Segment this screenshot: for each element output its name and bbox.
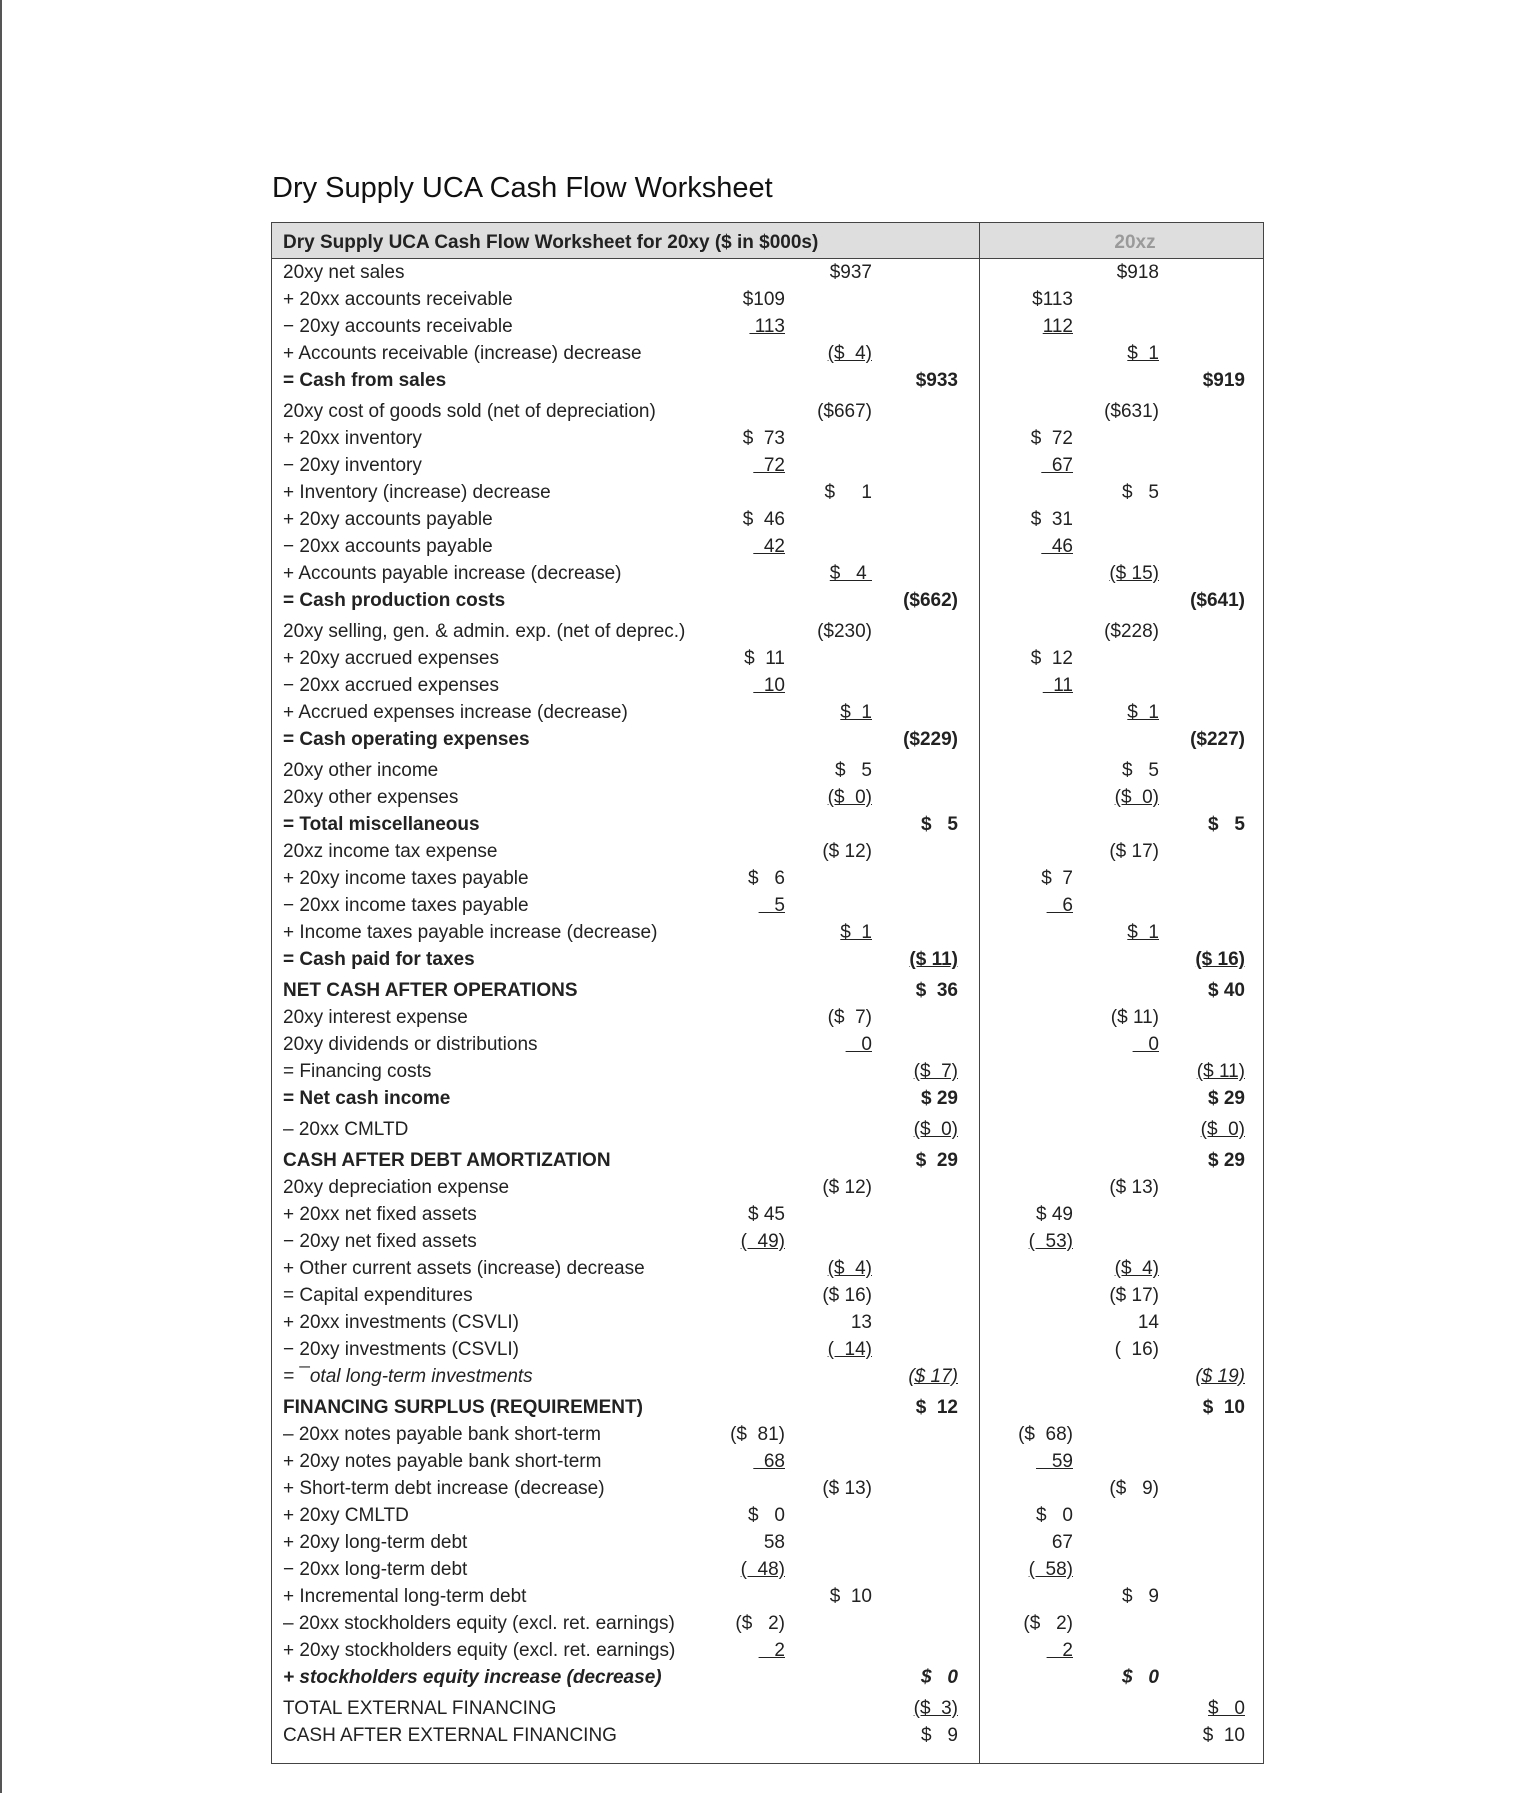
cell-20xy-subtotal: $ 1 bbox=[840, 702, 872, 723]
row-label: − 20xy investments (CSVLI) bbox=[283, 1339, 520, 1360]
table-row bbox=[272, 757, 1263, 784]
row-label: − 20xy accounts receivable bbox=[283, 316, 513, 337]
cell-20xz-subtotal: ( 16) bbox=[1114, 1339, 1159, 1360]
cell-20xz-subtotal: ($ 9) bbox=[1109, 1478, 1159, 1499]
cell-20xz-subtotal: $918 bbox=[1116, 262, 1159, 283]
row-label: TOTAL EXTERNAL FINANCING bbox=[283, 1698, 557, 1719]
cell-20xz-total: ($227) bbox=[1190, 729, 1245, 750]
cell-20xz-subtotal: ($ 13) bbox=[1109, 1177, 1159, 1198]
table-row bbox=[272, 1147, 1263, 1174]
cell-20xz-total: $ 29 bbox=[1208, 1150, 1245, 1171]
cell-20xy-total: ($ 3) bbox=[913, 1698, 958, 1719]
cell-20xy-subtotal: ($ 4) bbox=[827, 1258, 872, 1279]
table-row bbox=[272, 1394, 1263, 1421]
row-label: = ¯otal long-term investments bbox=[283, 1366, 533, 1387]
cell-20xz-detail: ($ 68) bbox=[1018, 1424, 1073, 1445]
row-label: = Net cash income bbox=[283, 1088, 451, 1109]
row-label: + 20xx inventory bbox=[283, 428, 422, 449]
row-label: + 20xy notes payable bank short-term bbox=[283, 1451, 602, 1472]
cell-20xy-total: ($ 17) bbox=[908, 1366, 958, 1387]
row-label: – 20xx CMLTD bbox=[283, 1119, 409, 1140]
cell-20xy-subtotal: 13 bbox=[850, 1312, 872, 1333]
table-row bbox=[272, 892, 1263, 919]
page-title: Dry Supply UCA Cash Flow Worksheet bbox=[272, 172, 773, 204]
cell-20xy-detail: ($ 81) bbox=[730, 1424, 785, 1445]
cell-20xy-total: $933 bbox=[915, 370, 958, 391]
table-row bbox=[272, 1174, 1263, 1201]
cell-20xz-detail: 11 bbox=[1042, 675, 1073, 696]
table-row bbox=[272, 1722, 1263, 1749]
cell-20xy-detail: $ 45 bbox=[748, 1204, 785, 1225]
table-row bbox=[272, 1336, 1263, 1363]
cell-20xz-detail: $ 49 bbox=[1036, 1204, 1073, 1225]
cell-20xy-total: ($662) bbox=[903, 590, 958, 611]
cell-20xy-detail: 72 bbox=[753, 455, 785, 476]
cell-20xy-total: $ 29 bbox=[921, 1088, 958, 1109]
cell-20xz-detail: 59 bbox=[1036, 1451, 1073, 1472]
cell-20xz-total: $ 29 bbox=[1208, 1088, 1245, 1109]
table-row bbox=[272, 367, 1263, 394]
cell-20xz-total: $ 10 bbox=[1202, 1397, 1245, 1418]
table-row bbox=[272, 865, 1263, 892]
table-row bbox=[272, 811, 1263, 838]
table-row bbox=[272, 1116, 1263, 1143]
cell-20xz-detail: 67 bbox=[1051, 1532, 1073, 1553]
cell-20xz-detail: $ 7 bbox=[1041, 868, 1073, 889]
cell-20xy-subtotal: $ 1 bbox=[840, 922, 872, 943]
cell-20xz-subtotal: 0 bbox=[1132, 1034, 1159, 1055]
table-row bbox=[272, 1502, 1263, 1529]
row-label: FINANCING SURPLUS (REQUIREMENT) bbox=[283, 1397, 643, 1418]
row-label: + 20xy stockholders equity (excl. ret. earnings) bbox=[283, 1640, 676, 1661]
table-row bbox=[272, 1610, 1263, 1637]
row-label: 20xy interest expense bbox=[283, 1007, 468, 1028]
cell-20xy-detail: 42 bbox=[753, 536, 785, 557]
cell-20xy-total: $ 12 bbox=[915, 1397, 958, 1418]
cell-20xz-subtotal: 14 bbox=[1137, 1312, 1159, 1333]
table-row bbox=[272, 838, 1263, 865]
row-label: + Inventory (increase) decrease bbox=[283, 482, 551, 503]
cell-20xy-detail: ( 49) bbox=[740, 1231, 785, 1252]
cell-20xy-detail: $ 6 bbox=[748, 868, 785, 889]
table-row bbox=[272, 1255, 1263, 1282]
cell-20xz-detail: 112 bbox=[1042, 316, 1073, 337]
cell-20xy-total: $ 29 bbox=[915, 1150, 958, 1171]
cell-20xy-detail: $109 bbox=[742, 289, 785, 310]
cell-20xy-total: $ 36 bbox=[915, 980, 958, 1001]
table-body bbox=[272, 259, 1263, 1749]
cell-20xy-subtotal: ($ 0) bbox=[827, 787, 872, 808]
row-label: 20xy net sales bbox=[283, 262, 405, 283]
cell-20xy-total: $ 9 bbox=[921, 1725, 958, 1746]
cell-20xz-total: ($ 16) bbox=[1195, 949, 1245, 970]
table-row bbox=[272, 313, 1263, 340]
table-row bbox=[272, 533, 1263, 560]
cell-20xz-subtotal: ($ 17) bbox=[1109, 841, 1159, 862]
row-label: − 20xx income taxes payable bbox=[283, 895, 529, 916]
row-label: + Short-term debt increase (decrease) bbox=[283, 1478, 605, 1499]
table-header bbox=[272, 223, 1263, 259]
cell-20xz-detail: 2 bbox=[1046, 1640, 1073, 1661]
cell-20xz-subtotal: $ 0 bbox=[1122, 1667, 1159, 1688]
cell-20xy-subtotal: 0 bbox=[845, 1034, 872, 1055]
cell-20xz-subtotal: ($631) bbox=[1104, 401, 1159, 422]
cell-20xz-subtotal: ($ 15) bbox=[1109, 563, 1159, 584]
row-label: + Income taxes payable increase (decrease) bbox=[283, 922, 658, 943]
cell-20xz-detail: $ 0 bbox=[1036, 1505, 1073, 1526]
cell-20xy-subtotal: $ 1 bbox=[824, 482, 872, 503]
row-label: = Capital expenditures bbox=[283, 1285, 473, 1306]
cell-20xy-subtotal: ($ 12) bbox=[822, 1177, 872, 1198]
row-label: = Cash from sales bbox=[283, 370, 447, 391]
cell-20xz-detail: $ 72 bbox=[1030, 428, 1073, 449]
row-label: 20xy selling, gen. & admin. exp. (net of deprec.) bbox=[283, 621, 686, 642]
table-row bbox=[272, 699, 1263, 726]
row-label: + Accounts payable increase (decrease) bbox=[283, 563, 622, 584]
cell-20xz-subtotal: $ 5 bbox=[1122, 760, 1159, 781]
cell-20xz-detail: 67 bbox=[1041, 455, 1073, 476]
page-left-edge bbox=[0, 0, 2, 1793]
table-row bbox=[272, 726, 1263, 753]
table-row bbox=[272, 1637, 1263, 1664]
row-label: + 20xy accounts payable bbox=[283, 509, 493, 530]
cell-20xy-subtotal: ($ 12) bbox=[822, 841, 872, 862]
table-row bbox=[272, 398, 1263, 425]
table-row bbox=[272, 1475, 1263, 1502]
row-label: CASH AFTER DEBT AMORTIZATION bbox=[283, 1150, 611, 1171]
table-row bbox=[272, 506, 1263, 533]
table-row bbox=[272, 946, 1263, 973]
row-label: CASH AFTER EXTERNAL FINANCING bbox=[283, 1725, 617, 1746]
cell-20xz-subtotal: ($ 0) bbox=[1114, 787, 1159, 808]
table-row bbox=[272, 1363, 1263, 1390]
cell-20xy-subtotal: ($ 16) bbox=[822, 1285, 872, 1306]
cell-20xy-detail: 2 bbox=[758, 1640, 785, 1661]
table-row bbox=[272, 286, 1263, 313]
cell-20xz-total: ($ 19) bbox=[1195, 1366, 1245, 1387]
cell-20xy-subtotal: $ 10 bbox=[829, 1586, 872, 1607]
row-label: 20xy other expenses bbox=[283, 787, 459, 808]
cell-20xz-total: $ 0 bbox=[1208, 1698, 1245, 1719]
row-label: + 20xx accounts receivable bbox=[283, 289, 513, 310]
table-row bbox=[272, 1583, 1263, 1610]
cell-20xz-subtotal: $ 5 bbox=[1122, 482, 1159, 503]
cell-20xz-subtotal: ($ 4) bbox=[1114, 1258, 1159, 1279]
cell-20xz-subtotal: ($ 17) bbox=[1109, 1285, 1159, 1306]
row-label: = Total miscellaneous bbox=[283, 814, 480, 835]
cell-20xy-subtotal: ($ 4) bbox=[827, 343, 872, 364]
row-label: 20xy dividends or distributions bbox=[283, 1034, 538, 1055]
row-label: = Cash paid for taxes bbox=[283, 949, 475, 970]
row-label: = Cash operating expenses bbox=[283, 729, 530, 750]
table-row bbox=[272, 1448, 1263, 1475]
cell-20xz-detail: ( 58) bbox=[1028, 1559, 1073, 1580]
table-row bbox=[272, 587, 1263, 614]
table-row bbox=[272, 560, 1263, 587]
cell-20xy-detail: 5 bbox=[758, 895, 785, 916]
worksheet-table bbox=[271, 222, 1264, 1764]
cell-20xz-subtotal: $ 9 bbox=[1122, 1586, 1159, 1607]
row-label: − 20xx accounts payable bbox=[283, 536, 493, 557]
table-row bbox=[272, 259, 1263, 286]
cell-20xz-subtotal: ($228) bbox=[1104, 621, 1159, 642]
row-label: + Accrued expenses increase (decrease) bbox=[283, 702, 628, 723]
table-row bbox=[272, 452, 1263, 479]
cell-20xz-total: $ 40 bbox=[1208, 980, 1245, 1001]
table-header-title: Dry Supply UCA Cash Flow Worksheet for 20xy ($ in $000s) bbox=[283, 232, 819, 253]
cell-20xz-detail: 6 bbox=[1046, 895, 1073, 916]
row-label: = Cash production costs bbox=[283, 590, 506, 611]
row-label: + 20xy accrued expenses bbox=[283, 648, 499, 669]
row-label: + 20xy long-term debt bbox=[283, 1532, 468, 1553]
row-label: + Other current assets (increase) decrease bbox=[283, 1258, 645, 1279]
table-header-20xz: 20xz bbox=[1114, 232, 1156, 253]
row-label: + 20xy CMLTD bbox=[283, 1505, 409, 1526]
cell-20xy-total: $ 0 bbox=[921, 1667, 958, 1688]
cell-20xy-detail: 58 bbox=[763, 1532, 785, 1553]
table-row bbox=[272, 1664, 1263, 1691]
table-row bbox=[272, 1085, 1263, 1112]
table-row bbox=[272, 1556, 1263, 1583]
cell-20xz-total: ($ 0) bbox=[1200, 1119, 1245, 1140]
cell-20xy-subtotal: ($ 13) bbox=[822, 1478, 872, 1499]
table-row bbox=[272, 425, 1263, 452]
table-row bbox=[272, 645, 1263, 672]
table-row bbox=[272, 1421, 1263, 1448]
row-label: = Financing costs bbox=[283, 1061, 432, 1082]
cell-20xy-subtotal: $ 5 bbox=[835, 760, 872, 781]
cell-20xz-total: ($ 11) bbox=[1196, 1061, 1245, 1082]
cell-20xy-detail: 113 bbox=[749, 316, 785, 337]
row-label: − 20xy net fixed assets bbox=[283, 1231, 477, 1252]
table-row bbox=[272, 1031, 1263, 1058]
cell-20xz-detail: 46 bbox=[1041, 536, 1073, 557]
row-label: − 20xx accrued expenses bbox=[283, 675, 499, 696]
row-label: – 20xx notes payable bank short-term bbox=[283, 1424, 601, 1445]
row-label: + Incremental long-term debt bbox=[283, 1586, 527, 1607]
cell-20xz-total: ($641) bbox=[1190, 590, 1245, 611]
cell-20xy-detail: $ 11 bbox=[744, 648, 785, 669]
cell-20xy-detail: $ 0 bbox=[748, 1505, 785, 1526]
cell-20xz-detail: $113 bbox=[1032, 289, 1073, 310]
cell-20xy-detail: $ 73 bbox=[742, 428, 785, 449]
cell-20xy-detail: 68 bbox=[753, 1451, 785, 1472]
cell-20xy-detail: $ 46 bbox=[742, 509, 785, 530]
cell-20xy-total: ($ 7) bbox=[913, 1061, 958, 1082]
cell-20xy-total: ($ 0) bbox=[913, 1119, 958, 1140]
cell-20xz-detail: $ 31 bbox=[1030, 509, 1073, 530]
row-label: 20xy other income bbox=[283, 760, 439, 781]
table-row bbox=[272, 1309, 1263, 1336]
table-row bbox=[272, 618, 1263, 645]
cell-20xz-subtotal: $ 1 bbox=[1127, 343, 1159, 364]
row-label: + 20xx net fixed assets bbox=[283, 1204, 477, 1225]
cell-20xy-subtotal: ($ 7) bbox=[827, 1007, 872, 1028]
cell-20xy-detail: ( 48) bbox=[740, 1559, 785, 1580]
row-label: 20xz income tax expense bbox=[283, 841, 498, 862]
cell-20xz-subtotal: $ 1 bbox=[1127, 922, 1159, 943]
table-row bbox=[272, 1529, 1263, 1556]
cell-20xy-detail: 10 bbox=[753, 675, 785, 696]
row-label: 20xy depreciation expense bbox=[283, 1177, 510, 1198]
table-row bbox=[272, 1201, 1263, 1228]
table-row bbox=[272, 919, 1263, 946]
cell-20xy-total: ($ 11) bbox=[909, 949, 958, 970]
row-label: − 20xx long-term debt bbox=[283, 1559, 468, 1580]
cell-20xy-subtotal: ($667) bbox=[817, 401, 872, 422]
cell-20xz-total: $919 bbox=[1202, 370, 1245, 391]
table-row bbox=[272, 340, 1263, 367]
table-row bbox=[272, 784, 1263, 811]
table-row bbox=[272, 1058, 1263, 1085]
row-label: + Accounts receivable (increase) decrease bbox=[283, 343, 642, 364]
cell-20xz-subtotal: ($ 11) bbox=[1110, 1007, 1159, 1028]
table-row bbox=[272, 1004, 1263, 1031]
row-label: − 20xy inventory bbox=[283, 455, 422, 476]
table-row bbox=[272, 1228, 1263, 1255]
row-label: 20xy cost of goods sold (net of depreciation) bbox=[283, 401, 656, 422]
cell-20xy-subtotal: $ 4 bbox=[829, 563, 872, 584]
table-row bbox=[272, 1282, 1263, 1309]
cell-20xz-subtotal: $ 1 bbox=[1127, 702, 1159, 723]
row-label: NET CASH AFTER OPERATIONS bbox=[283, 980, 578, 1001]
table-row bbox=[272, 1695, 1263, 1722]
cell-20xz-total: $ 5 bbox=[1208, 814, 1245, 835]
cell-20xy-subtotal: ($230) bbox=[817, 621, 872, 642]
row-label: + 20xy income taxes payable bbox=[283, 868, 529, 889]
table-row bbox=[272, 977, 1263, 1004]
cell-20xz-detail: ($ 2) bbox=[1023, 1613, 1073, 1634]
row-label: + stockholders equity increase (decrease) bbox=[283, 1667, 662, 1688]
cell-20xz-detail: $ 12 bbox=[1030, 648, 1073, 669]
table-row bbox=[272, 672, 1263, 699]
cell-20xz-detail: ( 53) bbox=[1028, 1231, 1073, 1252]
cell-20xz-total: $ 10 bbox=[1202, 1725, 1245, 1746]
cell-20xy-subtotal: $937 bbox=[829, 262, 872, 283]
cell-20xy-total: $ 5 bbox=[921, 814, 958, 835]
cell-20xy-subtotal: ( 14) bbox=[827, 1339, 872, 1360]
table-row bbox=[272, 479, 1263, 506]
row-label: – 20xx stockholders equity (excl. ret. earnings) bbox=[283, 1613, 675, 1634]
row-label: + 20xx investments (CSVLI) bbox=[283, 1312, 520, 1333]
cell-20xy-total: ($229) bbox=[903, 729, 958, 750]
cell-20xy-detail: ($ 2) bbox=[735, 1613, 785, 1634]
